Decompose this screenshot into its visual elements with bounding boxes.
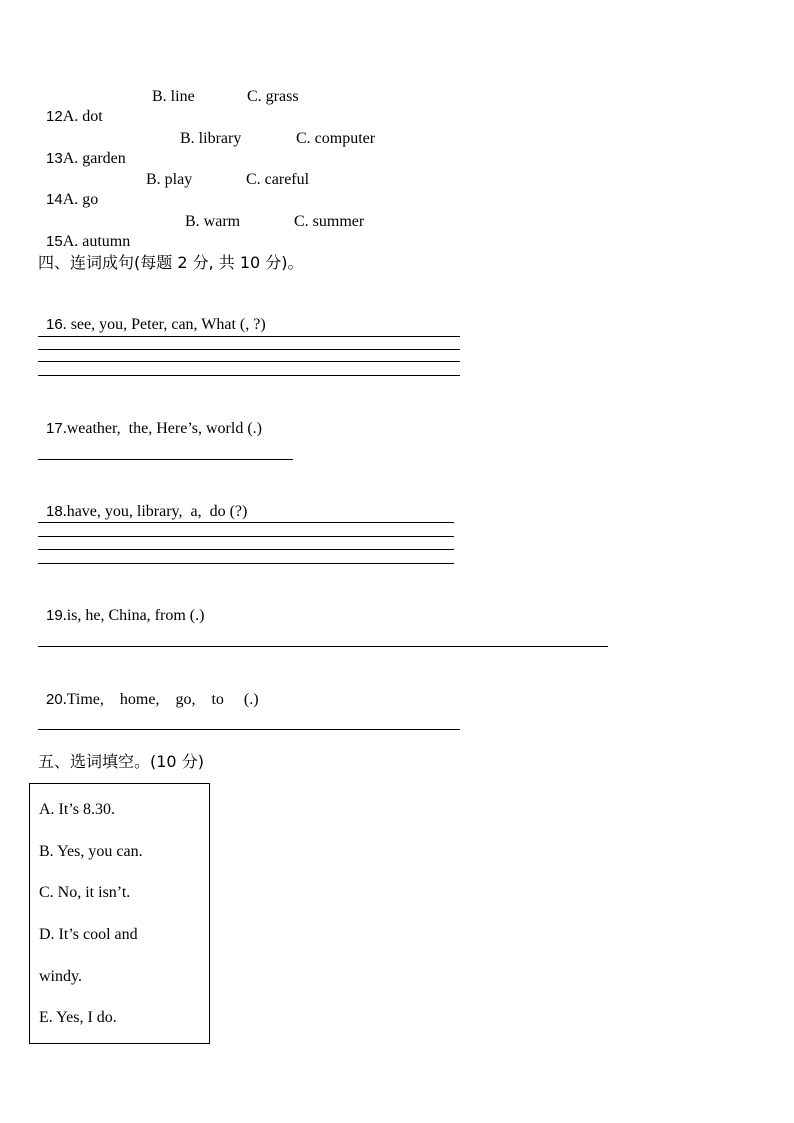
option-d-text: D. It’s cool and xyxy=(39,926,138,943)
question-number: 18 xyxy=(46,503,63,520)
section4-title: 四、连词成句(每题 2 分, 共 10 分)。 xyxy=(38,253,304,272)
question-20 xyxy=(38,670,259,710)
question-number: 17 xyxy=(46,420,63,437)
question-number: 13 xyxy=(46,150,63,167)
question-number: 19 xyxy=(46,607,63,624)
option-b: B. library xyxy=(180,130,242,147)
question-text: . see, you, Peter, can, What (, ?) xyxy=(62,316,266,333)
options-box xyxy=(29,783,210,1044)
answer-line[interactable] xyxy=(38,536,454,537)
question-text: .Time, home, go, to (.) xyxy=(62,691,259,708)
option-c: C. computer xyxy=(296,130,376,147)
option-b: B. warm xyxy=(185,213,241,230)
answer-line[interactable] xyxy=(38,563,454,564)
option-c: C. careful xyxy=(246,171,310,188)
option-c: C. grass xyxy=(247,88,299,105)
option-a-text: A. It’s 8.30. xyxy=(39,801,115,818)
option-c: C. summer xyxy=(294,213,365,230)
question-19 xyxy=(38,586,204,626)
question-text: .is, he, China, from (.) xyxy=(62,607,205,624)
question-number: 14 xyxy=(46,191,63,208)
question-number: 20 xyxy=(46,691,63,708)
answer-line[interactable] xyxy=(38,349,460,350)
section5-title: 五、选词填空。(10 分) xyxy=(38,752,204,771)
option-c-text: C. No, it isn’t. xyxy=(39,884,131,901)
option-b: B. line xyxy=(152,88,195,105)
option-b-text: B. Yes, you can. xyxy=(39,843,143,860)
answer-line[interactable] xyxy=(38,549,454,550)
option-d-text-cont: windy. xyxy=(39,968,82,985)
option-b: B. play xyxy=(146,171,193,188)
question-text: .have, you, library, a, do (?) xyxy=(62,503,248,520)
option-e-text: E. Yes, I do. xyxy=(39,1009,117,1026)
question-text: .weather, the, Here’s, world (.) xyxy=(62,420,262,437)
answer-line[interactable] xyxy=(38,522,454,523)
question-18 xyxy=(38,482,247,522)
answer-line[interactable] xyxy=(38,361,460,362)
option-a: A. autumn xyxy=(62,233,131,250)
question-number: 12 xyxy=(46,108,63,125)
answer-line[interactable] xyxy=(38,375,460,376)
answer-line[interactable] xyxy=(38,336,460,337)
question-16 xyxy=(38,295,266,335)
answer-line[interactable] xyxy=(38,646,608,647)
answer-line[interactable] xyxy=(38,729,460,730)
question-number: 15 xyxy=(46,233,63,250)
answer-line[interactable] xyxy=(38,459,293,460)
option-a: A. dot xyxy=(62,108,103,125)
question-17 xyxy=(38,399,262,439)
question-number: 16 xyxy=(46,316,63,333)
option-a: A. garden xyxy=(62,150,126,167)
option-a: A. go xyxy=(62,191,99,208)
